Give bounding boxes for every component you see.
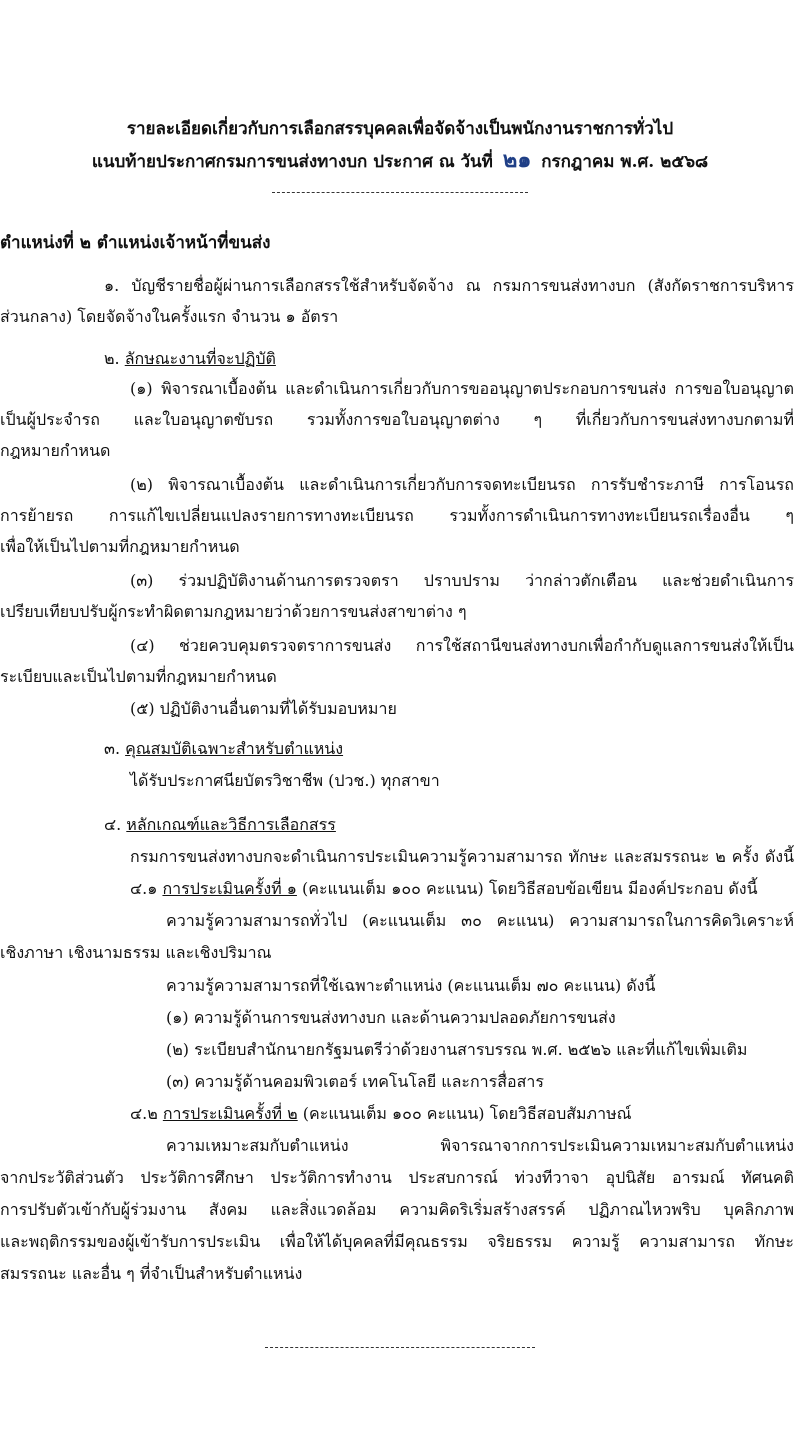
title-line-2-suffix: กรกฎาคม พ.ศ. ๒๕๖๘ bbox=[541, 152, 709, 172]
position-heading: ตำแหน่งที่ ๒ ตำแหน่งเจ้าหน้าที่ขนส่ง bbox=[0, 233, 271, 253]
general-ability-line-1: ความรู้ความสามารถทั่วไป (คะแนนเต็ม ๓๐ คะแนน) ความสามารถในการคิดวิเคราะห์ bbox=[166, 911, 794, 930]
section-2-item-2-line-3: เพื่อให้เป็นไปตามที่กฎหมายกำหนด bbox=[0, 537, 240, 556]
section-3-text: ได้รับประกาศนียบัตรวิชาชีพ (ปวช.) ทุกสาขา bbox=[130, 771, 440, 790]
specific-ability: ความรู้ความสามารถที่ใช้เฉพาะตำแหน่ง (คะแนนเต็ม ๗๐ คะแนน) ดังนี้ bbox=[166, 976, 656, 995]
section-2-item-4-line-2: ระเบียบและเป็นไปตามที่กฎหมายกำหนด bbox=[0, 667, 277, 686]
section-2-number: ๒. bbox=[104, 349, 120, 368]
interview-line-4: และพฤติกรรมของผู้เข้ารับการประเมิน เพื่อให้ได้บุคคลที่มีคุณธรรม จริยธรรม ความรู้ ความสามารถ ทักษะ bbox=[0, 1232, 794, 1251]
section-2-item-1-line-1: (๑) พิจารณาเบื้องต้น และดำเนินการเกี่ยวกับการขออนุญาตประกอบการขนส่ง การขอใบอนุญาต bbox=[130, 379, 794, 398]
section-4-2-title: การประเมินครั้งที่ ๒ bbox=[162, 1104, 298, 1123]
handwritten-day: ๒๑ bbox=[502, 147, 532, 173]
header-divider bbox=[272, 192, 528, 193]
specific-item-2: (๒) ระเบียบสำนักนายกรัฐมนตรีว่าด้วยงานสารบรรณ พ.ศ. ๒๕๒๖ และที่แก้ไขเพิ่มเติม bbox=[166, 1040, 748, 1059]
title-line-2 bbox=[78, 149, 722, 173]
section-2-item-4-line-1: (๔) ช่วยควบคุมตรวจตราการขนส่ง การใช้สถานีขนส่งทางบกเพื่อกำกับดูแลการขนส่งให้เป็น bbox=[130, 636, 794, 655]
section-4-title: หลักเกณฑ์และวิธีการเลือกสรร bbox=[126, 815, 336, 834]
interview-line-1: ความเหมาะสมกับตำแหน่ง พิจารณาจากการประเมินความเหมาะสมกับตำแหน่ง bbox=[166, 1136, 794, 1155]
section-2-item-2-line-1: (๒) พิจารณาเบื้องต้น และดำเนินการเกี่ยวกับการจดทะเบียนรถ การรับชำระภาษี การโอนรถ bbox=[130, 475, 794, 494]
specific-item-1: (๑) ความรู้ด้านการขนส่งทางบก และด้านความปลอดภัยการขนส่ง bbox=[166, 1008, 616, 1027]
section-2-title: ลักษณะงานที่จะปฏิบัติ bbox=[124, 349, 276, 368]
section-3-heading bbox=[104, 738, 343, 760]
section-4-heading bbox=[104, 814, 336, 836]
general-ability-line-2: เชิงภาษา เชิงนามธรรม และเชิงปริมาณ bbox=[0, 943, 272, 962]
section-4-2-number: ๔.๒ bbox=[130, 1104, 158, 1123]
specific-item-3: (๓) ความรู้ด้านคอมพิวเตอร์ เทคโนโลยี และการสื่อสาร bbox=[166, 1072, 544, 1091]
section-2-item-5: (๕) ปฏิบัติงานอื่นตามที่ได้รับมอบหมาย bbox=[130, 699, 397, 718]
section-4-2-heading bbox=[130, 1103, 631, 1125]
section-4-1-detail: (คะแนนเต็ม ๑๐๐ คะแนน) โดยวิธีสอบข้อเขียน มีองค์ประกอบ ดังนี้ bbox=[302, 879, 758, 898]
section-4-number: ๔. bbox=[104, 815, 122, 834]
section-4-1-heading bbox=[130, 878, 758, 900]
interview-line-3: การปรับตัวเข้ากับผู้ร่วมงาน สังคม และสิ่งแวดล้อม ความคิดริเริ่มสร้างสรรค์ ปฏิภาณไหวพริบ บุคลิกภาพ bbox=[0, 1200, 794, 1219]
footer-divider bbox=[265, 1347, 535, 1348]
section-3-title: คุณสมบัติเฉพาะสำหรับตำแหน่ง bbox=[125, 739, 344, 758]
section-2-heading bbox=[104, 348, 276, 370]
section-4-1-number: ๔.๑ bbox=[130, 879, 158, 898]
section-1-line-1: ๑. บัญชีรายชื่อผู้ผ่านการเลือกสรรใช้สำหรับจัดจ้าง ณ กรมการขนส่งทางบก (สังกัดราชการบริหาร bbox=[104, 276, 794, 295]
section-2-item-3-line-2: เปรียบเทียบปรับผู้กระทำผิดตามกฎหมายว่าด้วยการขนส่งสาขาต่าง ๆ bbox=[0, 602, 467, 621]
title-line-2-prefix: แนบท้ายประกาศกรมการขนส่งทางบก ประกาศ ณ วันที่ bbox=[91, 152, 493, 172]
section-2-item-2-line-2: การย้ายรถ การแก้ไขเปลี่ยนแปลงรายการทางทะเบียนรถ รวมทั้งการดำเนินการทางทะเบียนรถเรื่องอื่น ๆ bbox=[0, 506, 794, 525]
section-2-item-1-line-3: กฎหมายกำหนด bbox=[0, 441, 111, 460]
section-2-item-3-line-1: (๓) ร่วมปฏิบัติงานด้านการตรวจตรา ปราบปราม ว่ากล่าวตักเตือน และช่วยดำเนินการ bbox=[130, 571, 794, 590]
interview-line-5: สมรรถนะ และอื่น ๆ ที่จำเป็นสำหรับตำแหน่ง bbox=[0, 1264, 303, 1283]
section-1-line-2: ส่วนกลาง) โดยจัดจ้างในครั้งแรก จำนวน ๑ อัตรา bbox=[0, 307, 339, 326]
section-4-2-detail: (คะแนนเต็ม ๑๐๐ คะแนน) โดยวิธีสอบสัมภาษณ์ bbox=[302, 1104, 632, 1123]
section-2-item-1-line-2: เป็นผู้ประจำรถ และใบอนุญาตขับรถ รวมทั้งการขอใบอนุญาตต่าง ๆ ที่เกี่ยวกับการขนส่งทางบกตามที่ bbox=[0, 410, 794, 429]
section-4-intro: กรมการขนส่งทางบกจะดำเนินการประเมินความรู้ความสามารถ ทักษะ และสมรรถนะ ๒ ครั้ง ดังนี้ bbox=[130, 847, 794, 866]
section-4-1-title: การประเมินครั้งที่ ๑ bbox=[162, 879, 297, 898]
interview-line-2: จากประวัติส่วนตัว ประวัติการศึกษา ประวัติการทำงาน ประสบการณ์ ท่วงทีวาจา อุปนิสัย อารมณ์ ทัศนคติ bbox=[0, 1168, 794, 1187]
title-line-1: รายละเอียดเกี่ยวกับการเลือกสรรบุคคลเพื่อจัดจ้างเป็นพนักงานราชการทั่วไป bbox=[126, 119, 674, 139]
section-3-number: ๓. bbox=[104, 739, 121, 758]
